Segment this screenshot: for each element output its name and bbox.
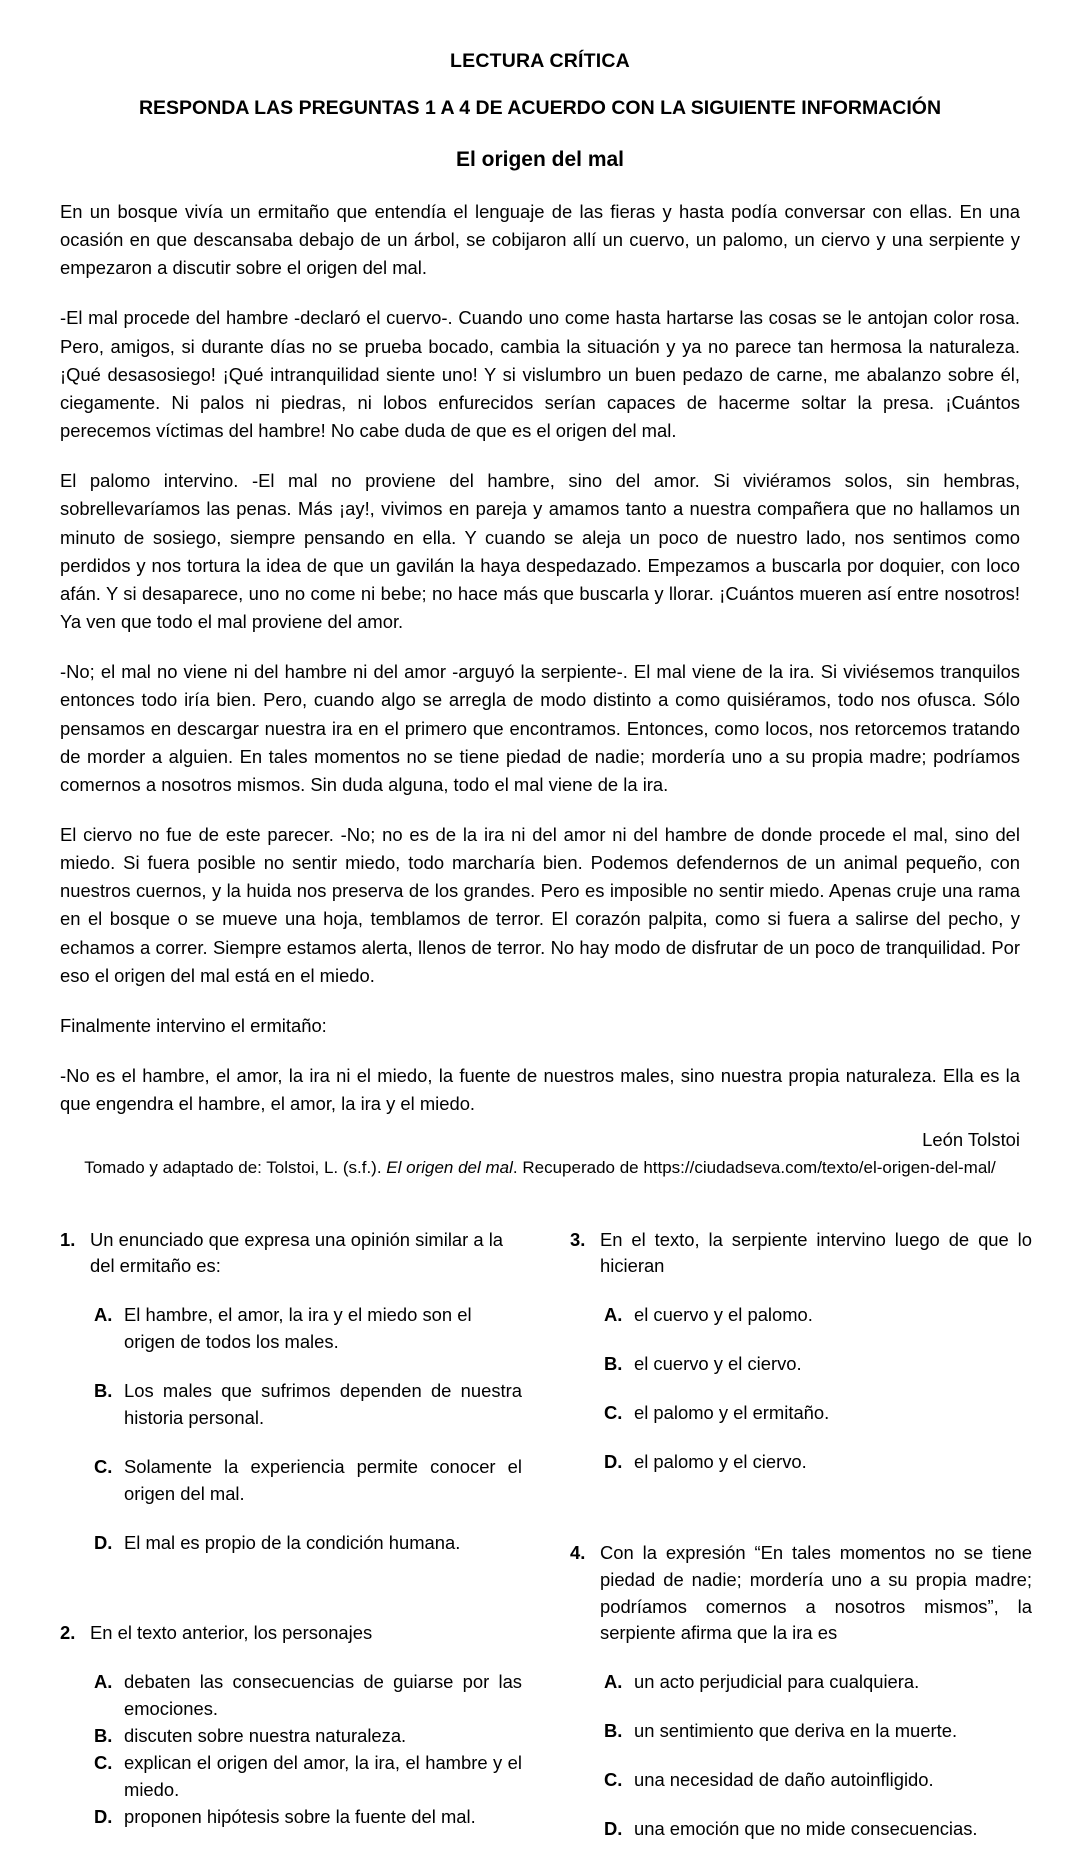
- option-text: El mal es propio de la condición humana.: [124, 1531, 461, 1553]
- option-text: El hambre, el amor, la ira y el miedo son el origen de todos los males.: [124, 1304, 472, 1353]
- question-number: 2.: [60, 1622, 76, 1644]
- passage-paragraph: -No; el mal no viene ni del hambre ni del amor -arguyó la serpiente-. El mal viene de la ira. Si viviésemos tranquilos entonces todo iría bien. Pero, cuando algo se arregla de modo distinto a como quisiéramos, todo nos ofusca. Sólo pensamos en descargar nuestra ira en el primero que encontramos. Entonces, como locos, nos retorcemos tratando de morder a alguien. En tales momentos no se tiene piedad de nadie; mordería uno a su propia madre; podríamos comernos a nosotros mismos. Sin duda alguna, todo el mal viene de la ira.: [60, 661, 1020, 795]
- answer-options: [570, 1669, 1032, 1842]
- option-letter: C.: [94, 1455, 113, 1477]
- reading-passage: [60, 198, 1020, 1118]
- option-text: el palomo y el ermitaño.: [634, 1402, 830, 1424]
- answer-option[interactable]: [604, 1449, 1032, 1476]
- questions-column-left: [60, 1227, 522, 1843]
- questions-section: [60, 1227, 1032, 1843]
- option-text: el cuervo y el ciervo.: [634, 1353, 802, 1375]
- answer-options: [60, 1669, 522, 1830]
- option-text: debaten las consecuencias de guiarse por las emociones.: [124, 1671, 522, 1720]
- question-text: En el texto anterior, los personajes: [90, 1622, 373, 1644]
- passage-paragraph: -El mal procede del hambre -declaró el cuervo-. Cuando uno come hasta hartarse las cosas se le antojan color rosa. Pero, amigos, si durante días no se prueba bocado, cambia la situación y ya no parece tan hermosa la naturaleza. ¡Qué desasosiego! ¡Qué intranquilidad siente uno! Y si vislumbro un buen pedazo de carne, me abalanzo sobre él, ciegamente. Ni palos ni piedras, ni lobos enfurecidos serían capaces de hacerme soltar la presa. ¡Cuántos perecemos víctimas del hambre! No cabe duda de que es el origen del mal.: [60, 307, 1020, 442]
- question-1: [60, 1227, 522, 1557]
- option-letter: D.: [604, 1817, 623, 1839]
- question-stem: [570, 1540, 1032, 1647]
- questions-column-right: [570, 1227, 1032, 1843]
- passage-paragraph: En un bosque vivía un ermitaño que entendía el lenguaje de las fieras y hasta podía conversar con ellas. En una ocasión en que descansaba debajo de un árbol, se cobijaron allí un cuervo, un palomo, un ciervo y una serpiente y empezaron a discutir sobre el origen del mal.: [60, 201, 1020, 279]
- passage-author: León Tolstoi: [922, 1129, 1020, 1151]
- option-letter: B.: [94, 1724, 113, 1746]
- option-letter: C.: [604, 1768, 623, 1790]
- option-letter: D.: [604, 1450, 623, 1472]
- passage-paragraph: El ciervo no fue de este parecer. -No; no es de la ira ni del amor ni del hambre de donde procede el mal, sino del miedo. Si fuera posible no sentir miedo, todo marcharía bien. Podemos defendernos de un animal pequeño, con nuestros cuernos, y la huida nos preserva de los grandes. Pero es imposible no sentir miedo. Apenas cruje una rama en el bosque o se mueve una hoja, temblamos de terror. El corazón palpita, como si fuera a salirse del pecho, y echamos a correr. Siempre estamos alerta, llenos de terror. No hay modo de disfrutar de un poco de tranquilidad. Por eso el origen del mal está en el miedo.: [60, 823, 1020, 986]
- answer-option[interactable]: [94, 1750, 522, 1804]
- option-text: una necesidad de daño autoinfligido.: [634, 1768, 934, 1790]
- option-text: un acto perjudicial para cualquiera.: [634, 1671, 920, 1693]
- question-stem: [60, 1227, 522, 1281]
- question-4: [570, 1540, 1032, 1843]
- answer-option[interactable]: [604, 1400, 1032, 1427]
- answer-option[interactable]: [604, 1816, 1032, 1843]
- option-text: Solamente la experiencia permite conocer el origen del mal.: [124, 1455, 522, 1504]
- page-title: LECTURA CRÍTICA: [450, 50, 630, 72]
- option-letter: A.: [604, 1671, 623, 1693]
- answer-option[interactable]: [94, 1723, 522, 1750]
- question-stem: [60, 1620, 522, 1647]
- question-2: [60, 1620, 522, 1830]
- instruction-heading: RESPONDA LAS PREGUNTAS 1 A 4 DE ACUERDO CON LA SIGUIENTE INFORMACIÓN: [138, 97, 942, 119]
- question-text: Con la expresión “En tales momentos no se tiene piedad de nadie; mordería uno a su propia madre; podríamos comernos a nosotros mismos”, la serpiente afirma que la ira es: [600, 1541, 1032, 1644]
- source-suffix: . Recuperado de https://ciudadseva.com/texto/el-origen-del-mal/: [512, 1157, 996, 1177]
- option-text: un sentimiento que deriva en la muerte.: [634, 1720, 958, 1742]
- option-text: proponen hipótesis sobre la fuente del mal.: [124, 1805, 476, 1827]
- option-letter: D.: [94, 1531, 113, 1553]
- passage-paragraph: -No es el hambre, el amor, la ira ni el miedo, la fuente de nuestros males, sino nuestra propia naturaleza. Ella es la que engendra el hambre, el amor, la ira y el miedo.: [60, 1065, 1020, 1115]
- answer-option[interactable]: [94, 1454, 522, 1508]
- question-3: [570, 1227, 1032, 1476]
- option-letter: A.: [604, 1304, 623, 1326]
- option-text: discuten sobre nuestra naturaleza.: [124, 1724, 407, 1746]
- option-text: el cuervo y el palomo.: [634, 1304, 813, 1326]
- option-letter: B.: [94, 1380, 113, 1402]
- source-work-title: El origen del mal: [386, 1157, 513, 1177]
- answer-option[interactable]: [604, 1767, 1032, 1794]
- answer-option[interactable]: [94, 1669, 522, 1723]
- answer-option[interactable]: [94, 1302, 522, 1356]
- option-letter: A.: [94, 1671, 113, 1693]
- answer-options: [570, 1302, 1032, 1475]
- question-text: Un enunciado que expresa una opinión similar a la del ermitaño es:: [90, 1228, 504, 1277]
- option-text: explican el origen del amor, la ira, el hambre y el miedo.: [124, 1751, 522, 1800]
- question-stem: [570, 1227, 1032, 1281]
- passage-source: [60, 1156, 1020, 1181]
- source-prefix: Tomado y adaptado de: Tolstoi, L. (s.f.).: [84, 1157, 387, 1177]
- option-text: Los males que sufrimos dependen de nuestra historia personal.: [124, 1380, 522, 1428]
- question-number: 4.: [570, 1541, 586, 1563]
- question-number: 1.: [60, 1228, 76, 1250]
- option-letter: C.: [604, 1402, 623, 1424]
- answer-option[interactable]: [94, 1378, 522, 1432]
- option-text: el palomo y el ciervo.: [634, 1450, 807, 1472]
- spacer: [570, 1476, 1032, 1540]
- answer-options: [60, 1302, 522, 1556]
- reading-title: El origen del mal: [455, 148, 625, 171]
- option-letter: B.: [604, 1353, 623, 1375]
- passage-paragraph: El palomo intervino. -El mal no proviene del hambre, sino del amor. Si viviéramos solos, sin hembras, sobrellevaríamos las penas. Más ¡ay!, vivimos en pareja y amamos tanto a nuestra compañera que no hallamos un minuto de sosiego, siempre pensando en ella. Y cuando se aleja un poco de nuestro lado, nos sentimos como perdidos y nos tortura la idea de que un gavilán la haya despedazado. Empezamos a buscarla por doquier, con loco afán. Y si desaparece, uno no come ni bebe; no hace más que buscarla y llorar. ¡Cuántos mueren así entre nosotros! Ya ven que todo el mal proviene del amor.: [60, 470, 1020, 633]
- option-letter: B.: [604, 1720, 623, 1742]
- answer-option[interactable]: [94, 1530, 522, 1557]
- question-text: En el texto, la serpiente intervino luego de que lo hicieran: [600, 1228, 1032, 1277]
- answer-option[interactable]: [604, 1302, 1032, 1329]
- question-number: 3.: [570, 1228, 586, 1250]
- answer-option[interactable]: [94, 1804, 522, 1831]
- option-letter: D.: [94, 1805, 113, 1827]
- option-letter: C.: [94, 1751, 113, 1773]
- answer-option[interactable]: [604, 1351, 1032, 1378]
- answer-option[interactable]: [604, 1669, 1032, 1696]
- spacer: [60, 1556, 522, 1620]
- option-letter: A.: [94, 1304, 113, 1326]
- option-text: una emoción que no mide consecuencias.: [634, 1817, 978, 1839]
- answer-option[interactable]: [604, 1718, 1032, 1745]
- passage-paragraph: Finalmente intervino el ermitaño:: [60, 1014, 327, 1036]
